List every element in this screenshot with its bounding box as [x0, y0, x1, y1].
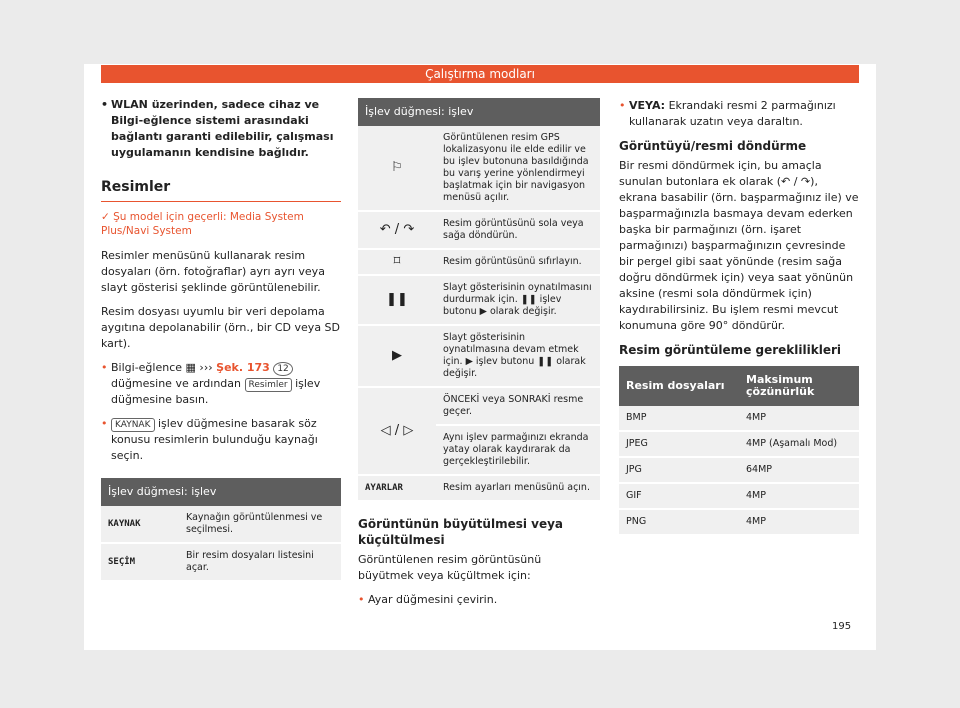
- rotate-title: Görüntüyü/resmi döndürme: [619, 139, 807, 153]
- column-2: [358, 98, 600, 616]
- paragraph-2: Resim dosyası uyumlu bir veri depolama aygıtına depolanabilir (örn., bir CD veya SD kart).: [101, 305, 341, 350]
- veya-lead: VEYA:: [629, 99, 666, 112]
- table-row: [358, 275, 600, 325]
- table-row: [358, 249, 600, 275]
- zoom-text: Görüntülenen resim görüntüsünü büyütmek veya küçültmek için:: [358, 553, 542, 582]
- hint-text: Şu model için geçerli: Media System Plus/Navi System: [101, 211, 304, 237]
- table-row: [101, 506, 341, 543]
- resimler-key: Resimler: [245, 378, 292, 392]
- section-title: Resimler: [101, 179, 341, 202]
- table-row: [619, 509, 859, 535]
- figure-ref[interactable]: Şek. 173: [216, 361, 270, 374]
- table-row: [358, 387, 600, 425]
- column-3: [619, 98, 859, 536]
- resolution-cell: 4MP: [739, 509, 859, 535]
- reset-icon: ⌑: [358, 249, 436, 275]
- rotate-text: Bir resmi döndürmek için, bu amaçla sunulan butonlara ek olarak (↶ / ↷), ekrana basabilir (örn. başparmağınız ile) ve başparmağınızla basmaya devam ederken başka bir parmağınızı (örn. işaret parmağınızı) başparmağınızın çevresinde bir pergel gibi saat yönünde (resim sağa doğru döndürmek için) veya saat yönünün aksine (resmi sola döndürmek için) kaydırabilirsiniz. Bu işlem resmi mevcut konumuna göre 90° döndürür.: [619, 159, 859, 332]
- col-header-files: Resim dosyaları: [619, 366, 739, 406]
- page-header: Çalıştırma modları: [101, 65, 859, 83]
- zoom-title: Görüntünün büyütülmesi veya küçültülmesi: [358, 517, 564, 547]
- step1-end: işlev düğmesine basın.: [111, 377, 321, 406]
- desc-cell: Resim görüntüsünü sıfırlayın.: [436, 249, 600, 275]
- step-bullet-1: • Bilgi-eğlence ▦ ››› Şek. 173 12 düğmesine ve ardından Resimler işlev düğmesine basın.: [101, 360, 341, 408]
- format-cell: PNG: [619, 509, 739, 535]
- table-row: [619, 406, 859, 431]
- key-cell: KAYNAK: [101, 506, 179, 543]
- desc-cell: Kaynağın görüntülenmesi ve seçilmesi.: [179, 506, 341, 543]
- col-header-resolution: Maksimum çözünürlük: [739, 366, 859, 406]
- page-number: 195: [832, 621, 852, 632]
- desc-cell: Bir resim dosyaları listesini açar.: [179, 543, 341, 581]
- function-table-2: [358, 98, 600, 502]
- resolution-cell: 4MP (Aşamalı Mod): [739, 431, 859, 457]
- table2-heading: İşlev düğmesi: işlev: [358, 98, 600, 126]
- table-row: [619, 483, 859, 509]
- callout-number: 12: [273, 362, 292, 376]
- play-icon: ▶: [358, 325, 436, 387]
- desc-cell: ÖNCEKİ veya SONRAKİ resme geçer.: [436, 387, 600, 425]
- zoom-bullet: • Ayar düğmesini çevirin.: [358, 592, 600, 608]
- resolution-cell: 4MP: [739, 406, 859, 431]
- step1-pre: Bilgi-eğlence: [111, 361, 183, 374]
- kaynak-key: KAYNAK: [111, 418, 155, 432]
- table1-heading: İşlev düğmesi: işlev: [101, 478, 341, 506]
- desc-cell: Slayt gösterisinin oynatılmasını durdurmak için. ❚❚ işlev butonu ▶ olarak değişir.: [436, 275, 600, 325]
- format-cell: JPEG: [619, 431, 739, 457]
- format-cell: JPG: [619, 457, 739, 483]
- desc-cell: Slayt gösterisinin oynatılmasına devam etmek için. ▶ işlev butonu ❚❚ olarak değişir.: [436, 325, 600, 387]
- step1-post: düğmesine ve ardından: [111, 377, 241, 390]
- table-row: [358, 126, 600, 211]
- desc-cell: Resim ayarları menüsünü açın.: [436, 475, 600, 501]
- key-cell: AYARLAR: [358, 475, 436, 501]
- desc-cell: Aynı işlev parmağınızı ekranda yatay olarak kaydırarak da gerçekleştirilebilir.: [436, 425, 600, 475]
- key-cell: SEÇİM: [101, 543, 179, 581]
- step2-text: işlev düğmesine basarak söz konusu resimlerin bulunduğu kaynağı seçin.: [111, 417, 318, 462]
- veya-bullet: [619, 98, 859, 130]
- desc-cell: Resim görüntüsünü sola veya sağa döndürün.: [436, 211, 600, 249]
- table-row: [358, 475, 600, 501]
- flag-icon: ⚐: [358, 126, 436, 211]
- table-row: [358, 211, 600, 249]
- table-row: [619, 431, 859, 457]
- menu-icon: ▦: [185, 361, 196, 374]
- resolution-cell: 64MP: [739, 457, 859, 483]
- prev-next-icon: ◁ / ▷: [358, 387, 436, 475]
- table-row: [358, 325, 600, 387]
- format-cell: BMP: [619, 406, 739, 431]
- desc-cell: Görüntülenen resim GPS lokalizasyonu ile elde edilir ve bu işlev butonuna basıldığında bu varış yerine yönlendirmeyi başlatmak için bir navigasyon menüsü açılır.: [436, 126, 600, 211]
- applicability-hint: ✓ Şu model için geçerli: Media System Plus/Navi System: [101, 211, 304, 237]
- intro-bullet: • WLAN üzerinden, sadece cihaz ve Bilgi-eğlence sistemi arasındaki bağlantı garanti edilebilir, çalışması uygulamanın kendisine bağlıdır.: [101, 97, 341, 161]
- column-1: [101, 97, 341, 582]
- rotate-icon: ↶ / ↷: [358, 211, 436, 249]
- step-bullet-2: [101, 416, 341, 464]
- table-row: [619, 457, 859, 483]
- requirements-title: Resim görüntüleme gereklilikleri: [619, 343, 841, 357]
- veya-text: Ekrandaki resmi 2 parmağınızı kullanarak uzatın veya daraltın.: [629, 99, 836, 128]
- table-row: [101, 543, 341, 581]
- requirements-table: [619, 366, 859, 536]
- function-table-1: [101, 478, 341, 582]
- paragraph-1: Resimler menüsünü kullanarak resim dosyaları (örn. fotoğraflar) ayrı ayrı veya slayt gösterisi şeklinde görüntülenebilir.: [101, 249, 325, 294]
- pause-icon: ❚❚: [358, 275, 436, 325]
- resolution-cell: 4MP: [739, 483, 859, 509]
- format-cell: GIF: [619, 483, 739, 509]
